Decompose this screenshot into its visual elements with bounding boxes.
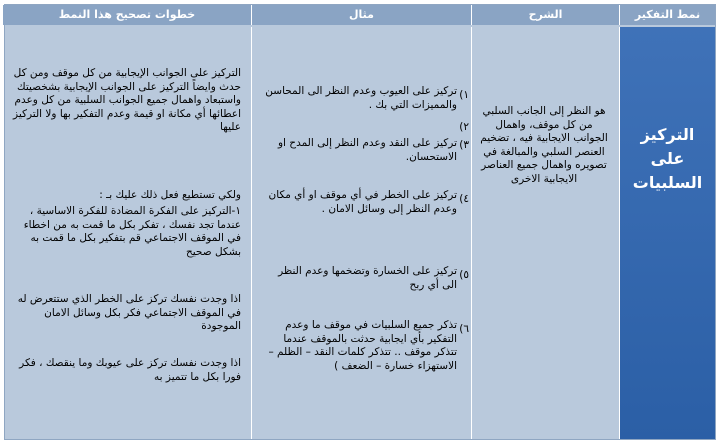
example-item: تركيز على النقد وعدم النظر إلى المدح او الاستحسان. <box>277 137 457 163</box>
header-example: مثال <box>251 5 471 25</box>
example-number: ١) <box>459 89 469 101</box>
header-steps: خطوات تصحيح هذا النمط <box>3 5 251 25</box>
header-explanation: الشرح <box>471 5 619 25</box>
pattern-cell <box>619 27 715 439</box>
steps-paragraph: اذا وجدت نفسك تركز على الخطر الذي ستتعرض له في الموقف الاجتماعي فكر بكل وسائل الامان الموجودة <box>17 293 241 332</box>
example-number: ٦) <box>459 323 469 335</box>
example-number: ٥) <box>459 269 469 281</box>
example-number: ٣) <box>459 139 469 151</box>
explanation-column <box>471 27 619 439</box>
pattern-title: التركيز على السلبيات <box>632 125 703 192</box>
example-item: تذكر جميع السلبيات في موقف ما وعدم التفكير بأي ايجابية حدثت بالموقف عندما تتذكر موقف .. تتذكر كلمات النقد – الظلم – الاستهزاء خسارة – الضعف ) <box>268 319 457 372</box>
example-number: ٢) <box>459 121 469 133</box>
explanation-text: هو النظر إلى الجانب السلبي من كل موقف، واهمال الجوانب الايجابية فيه ، تضخيم العنصر السلبي والمبالغة في تصويره واهمال جميع العناصر الايجابية الاخرى <box>480 105 608 185</box>
steps-paragraph: اذا وجدت نفسك تركز على عيوبك وما ينقصك ، فكر فورا بكل ما تتميز به <box>19 357 241 383</box>
steps-intro: ولكي تستطيع فعل ذلك عليك بـ : <box>99 189 241 201</box>
example-item: تركيز على الخطر في أي موقف او أي مكان وعدم النظر إلى وسائل الامان . <box>268 189 457 215</box>
header-pattern: نمط التفكير <box>619 5 715 25</box>
thinking-pattern-table <box>4 4 716 440</box>
steps-paragraph: ١-التركيز على الفكرة المضادة للفكرة الاساسية ، عندما تجد نفسك ، تفكر بكل ما قمت به من اخطاء في الموقف الاجتماعي قم بتفكير بكل ما قمت به بشكل صحيح <box>23 205 241 258</box>
example-number: ٤) <box>459 193 469 205</box>
example-item: تركيز على العيوب وعدم النظر الى المحاسن والمميزات التي بك . <box>265 85 457 111</box>
steps-paragraph: التركيز على الجوانب الإيجابية من كل موقف ومن كل حدث وايضاً التركيز على الجوانب الإيجابية بشخصيتك واستبعاد واهمال جميع الجوانب السلبية من كل وعدم اعطائها أي مكانة او قيمة وعدم التفكير بها ولا التركيز عليها <box>13 67 241 133</box>
example-item: تركيز على الخسارة وتضخمها وعدم النظر الى أي ربح <box>278 265 457 291</box>
